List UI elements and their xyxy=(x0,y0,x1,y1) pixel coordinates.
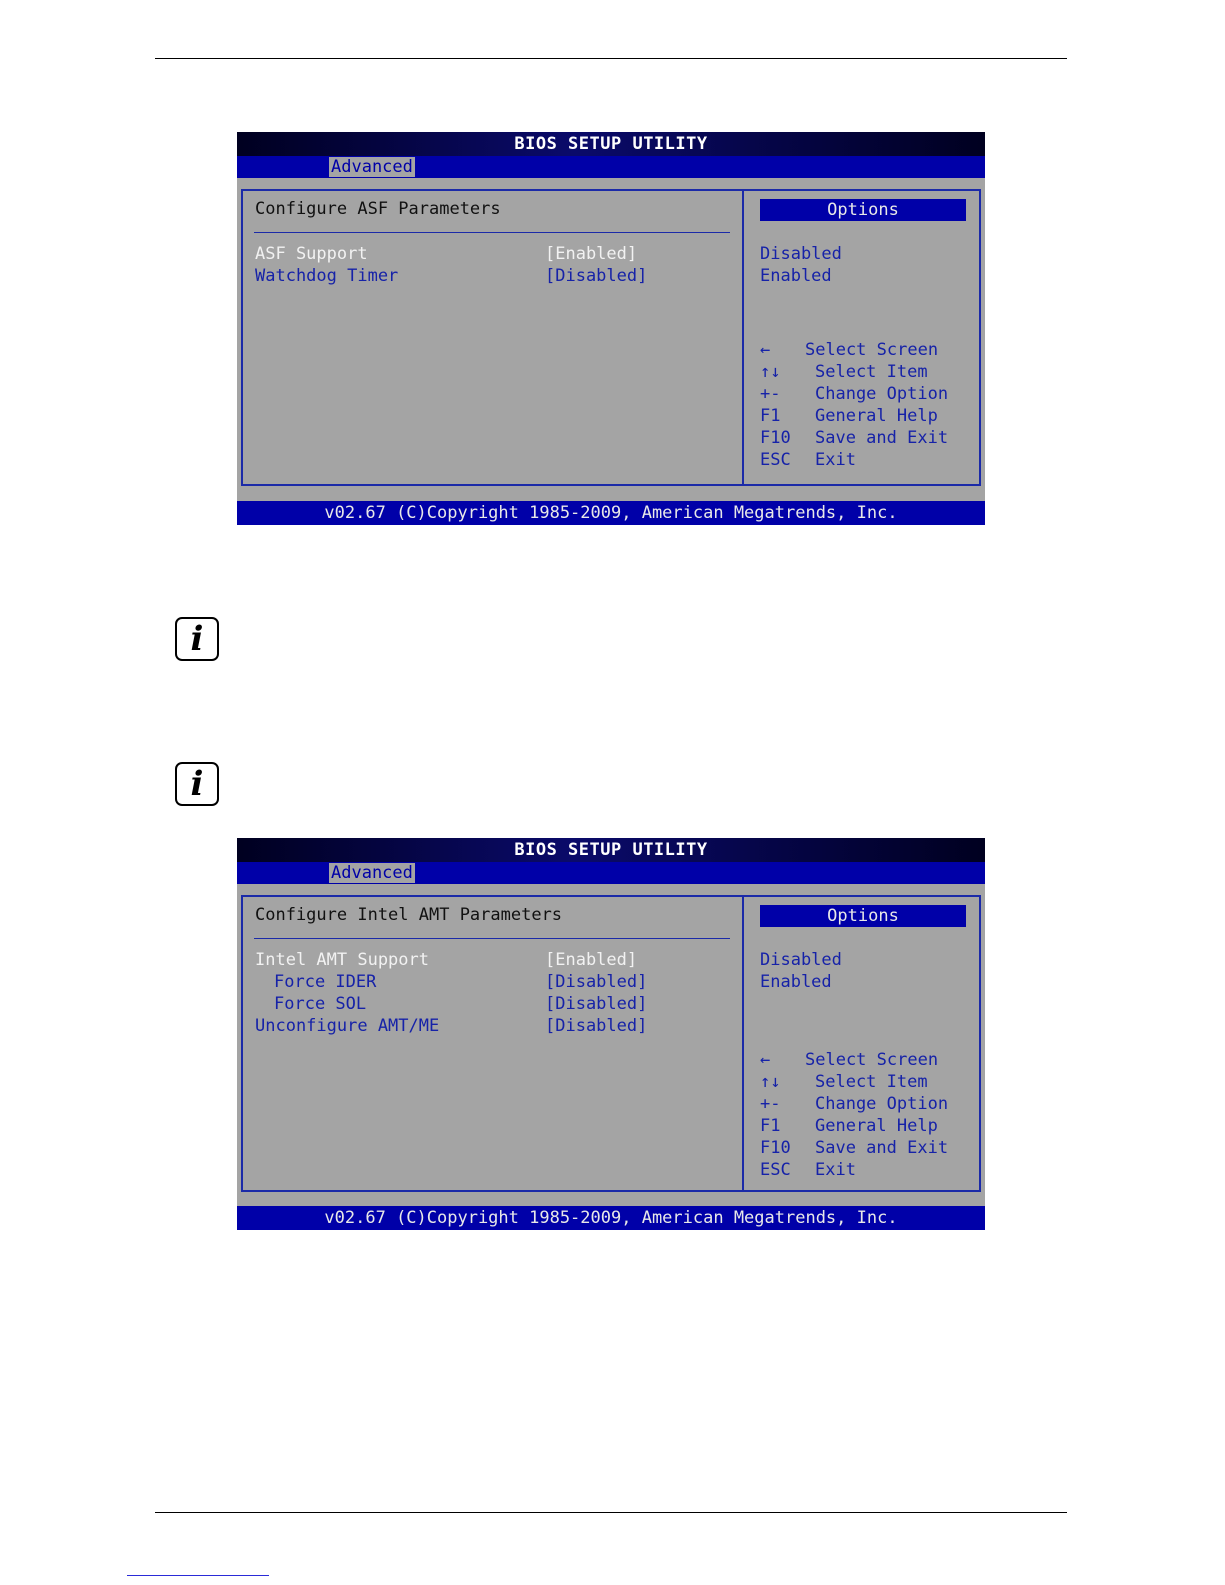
setting-value: [Disabled] xyxy=(545,994,648,1014)
bios-menubar xyxy=(237,156,985,178)
key-f10: F10 xyxy=(760,428,791,448)
options-header: Options xyxy=(760,199,966,221)
setting-name: Force IDER xyxy=(274,972,377,992)
option-disabled[interactable]: Disabled xyxy=(760,950,842,970)
key-desc: Change Option xyxy=(815,1094,949,1114)
header-rule xyxy=(155,58,1067,59)
footer-rule xyxy=(155,1512,1067,1513)
option-disabled[interactable]: Disabled xyxy=(760,244,842,264)
key-desc: Save and Exit xyxy=(815,1138,949,1158)
setting-name: Force SOL xyxy=(274,994,367,1014)
section-underline xyxy=(254,938,730,939)
tab-advanced[interactable]: Advanced xyxy=(331,157,413,177)
setting-name: Intel AMT Support xyxy=(255,950,429,970)
setting-name: ASF Support xyxy=(255,244,368,264)
link-underline[interactable] xyxy=(127,1575,269,1576)
key-f1: F1 xyxy=(760,406,781,426)
bios-title: BIOS SETUP UTILITY xyxy=(237,838,985,862)
key-plus-minus: +- xyxy=(760,384,781,404)
setting-value: [Disabled] xyxy=(545,1016,648,1036)
info-icon: i xyxy=(175,617,219,661)
setting-value: [Enabled] xyxy=(545,244,638,264)
key-up-down: ↑↓ xyxy=(760,362,781,382)
key-esc: ESC xyxy=(760,1160,791,1180)
key-f10: F10 xyxy=(760,1138,791,1158)
section-title: Configure ASF Parameters xyxy=(255,199,501,219)
key-esc: ESC xyxy=(760,450,791,470)
setting-name: Watchdog Timer xyxy=(255,266,399,286)
setting-name: Unconfigure AMT/ME xyxy=(255,1016,440,1036)
bios-title: BIOS SETUP UTILITY xyxy=(237,132,985,156)
setting-force-sol[interactable] xyxy=(255,993,735,1015)
key-desc: Exit xyxy=(815,450,856,470)
key-desc: Select Item xyxy=(815,362,928,382)
bios-divider xyxy=(742,895,744,1192)
setting-watchdog-timer[interactable] xyxy=(255,265,735,287)
option-enabled[interactable]: Enabled xyxy=(760,266,832,286)
section-title: Configure Intel AMT Parameters xyxy=(255,905,563,925)
bios-screen-amt xyxy=(237,838,985,1230)
tab-advanced[interactable]: Advanced xyxy=(331,863,413,883)
key-desc: Save and Exit xyxy=(815,428,949,448)
setting-force-ider[interactable] xyxy=(255,971,735,993)
option-enabled[interactable]: Enabled xyxy=(760,972,832,992)
key-f1: F1 xyxy=(760,1116,781,1136)
key-desc: Select Screen xyxy=(805,1050,939,1070)
key-left-arrow: ← xyxy=(760,1050,771,1070)
bios-menubar xyxy=(237,862,985,884)
setting-value: [Enabled] xyxy=(545,950,638,970)
key-up-down: ↑↓ xyxy=(760,1072,781,1092)
setting-asf-support[interactable] xyxy=(255,243,735,265)
key-desc: General Help xyxy=(815,406,938,426)
options-header: Options xyxy=(760,905,966,927)
section-underline xyxy=(254,232,730,233)
key-left-arrow: ← xyxy=(760,340,771,360)
key-desc: Select Item xyxy=(815,1072,928,1092)
setting-value: [Disabled] xyxy=(545,266,648,286)
bios-footer: v02.67 (C)Copyright 1985-2009, American Megatrends, Inc. xyxy=(237,1206,985,1230)
bios-screen-asf xyxy=(237,132,985,525)
key-desc: Exit xyxy=(815,1160,856,1180)
info-icon: i xyxy=(175,762,219,806)
bios-footer: v02.67 (C)Copyright 1985-2009, American Megatrends, Inc. xyxy=(237,501,985,525)
key-plus-minus: +- xyxy=(760,1094,781,1114)
key-desc: Select Screen xyxy=(805,340,939,360)
key-desc: Change Option xyxy=(815,384,949,404)
setting-intel-amt-support[interactable] xyxy=(255,949,735,971)
bios-divider xyxy=(742,189,744,486)
key-desc: General Help xyxy=(815,1116,938,1136)
setting-value: [Disabled] xyxy=(545,972,648,992)
setting-unconfigure-amt-me[interactable] xyxy=(255,1015,735,1037)
